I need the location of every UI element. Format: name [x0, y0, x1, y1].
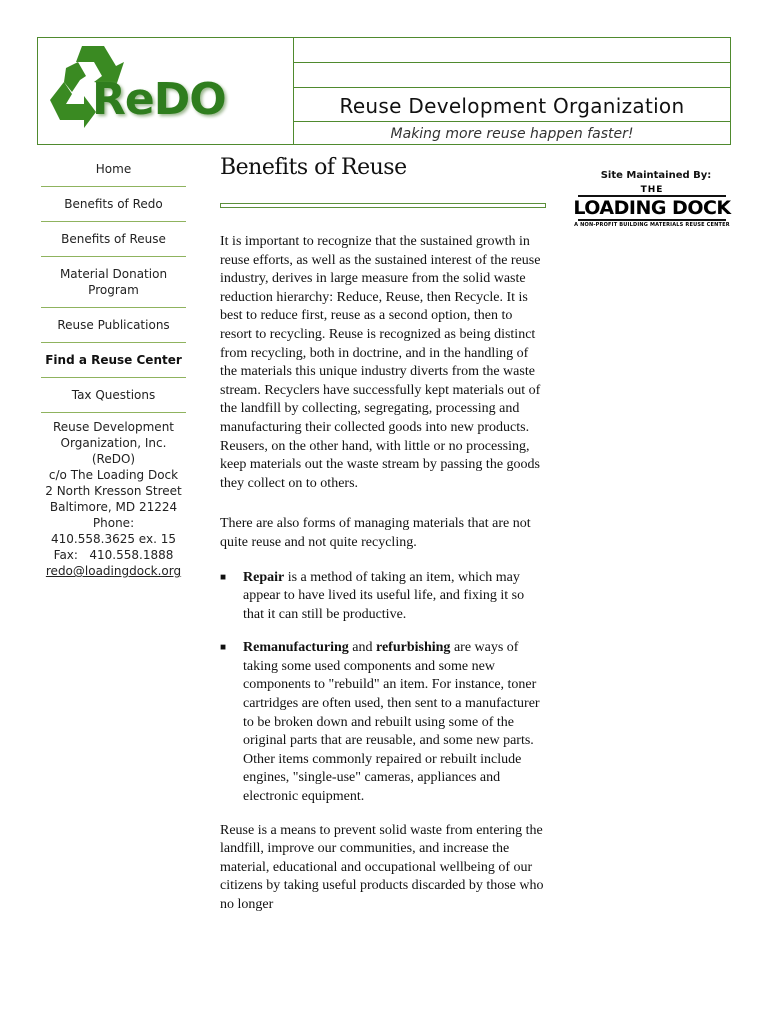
contact-street: 2 North Kresson Street	[45, 484, 182, 498]
sidebar-item-tax-questions[interactable]: Tax Questions	[41, 378, 186, 413]
contact-care-of: c/o The Loading Dock	[48, 468, 179, 482]
page-title: Benefits of Reuse	[220, 155, 407, 180]
sidebar-item-material-donation[interactable]: Material Donation Program	[41, 257, 186, 308]
title-divider	[220, 203, 546, 208]
contact-email-link[interactable]: redo@loadingdock.org	[45, 564, 182, 578]
header-spacer-row	[294, 38, 730, 63]
body-paragraph: Reuse is a means to prevent solid waste from entering the landfill, improve our communities, and increase the material, educational and occupational wellbeing of our citizens by taking useful products discarded by those who no longer	[220, 822, 544, 912]
main-content	[220, 155, 546, 915]
term-remanufacturing: Remanufacturing	[243, 640, 349, 656]
list-item-text: are ways of taking some used components and some new components to "rebuild" an item. For instance, toner cartridges are often used, then sent to a manufacturer to be broken down and rebuilt using some of the original parts that are reusable, and some new parts. Other items commonly repaired or rebuilt include engines, "single-use" cameras, appliances and electronic equipment.	[243, 640, 540, 805]
bullet-square-icon: ■	[220, 642, 227, 654]
body-paragraph: There are also forms of managing materials that are not quite reuse and not quite recycling.	[220, 516, 531, 550]
sidebar-item-find-reuse-center[interactable]: Find a Reuse Center	[41, 343, 186, 378]
contact-phone: 410.558.3625 ex. 15	[51, 532, 176, 546]
loading-dock-badge[interactable]	[573, 170, 731, 228]
list-item-text: and	[348, 640, 376, 656]
list-item-text: is a method of taking an item, which may appear to have lived its useful life, and fixing it so that it can still be productive.	[243, 569, 525, 622]
sidebar-item-benefits-of-redo[interactable]: Benefits of Redo	[41, 187, 186, 222]
body-paragraph: It is important to recognize that the sustained growth in reuse efforts, as well as the sustained interest of the reuse industry, derives in large measure from the solid waste reduction hierarchy: Reduce, Reuse, then Recycle. It is best to reduce first, reuse as a second option, then to resort to recycling. Reuse is recognized as being distinct from recycling, both in doctrine, and in the handling of the materials this unique industry diverts from the waste stream. Recyclers have successfully kept materials out of the landfill by collecting, segregating, processing and manufacturing their collected goods into new products. Reusers, on the other hand, with little or no processing, keep materials out the waste stream by passing the goods they collect on to others.	[220, 234, 541, 491]
list-item	[220, 569, 546, 625]
loading-dock-the: THE	[640, 185, 664, 195]
sidebar-item-benefits-of-reuse[interactable]: Benefits of Reuse	[41, 222, 186, 257]
contact-phone-label: Phone:	[92, 516, 135, 530]
contact-fax: Fax: 410.558.1888	[53, 548, 174, 562]
bullet-square-icon: ■	[220, 571, 227, 583]
term-refurbishing: refurbishing	[376, 640, 451, 656]
tagline: Making more reuse happen faster!	[390, 126, 634, 142]
term-repair: Repair	[243, 569, 285, 585]
bullet-list	[220, 569, 546, 807]
loading-dock-logo-text: LOADING DOCK	[573, 197, 731, 219]
sidebar-item-home[interactable]: Home	[41, 152, 186, 187]
loading-dock-subtitle: A NON-PROFIT BUILDING MATERIALS REUSE CENTER	[574, 222, 730, 228]
logo[interactable]	[38, 38, 294, 144]
site-header	[37, 37, 731, 145]
list-item	[220, 639, 546, 806]
contact-info	[41, 413, 186, 579]
sidebar-nav	[41, 152, 186, 579]
badge-rule	[578, 219, 726, 221]
org-title: Reuse Development Organization	[294, 88, 730, 122]
contact-org-name: Reuse Development Organization, Inc. (ReDO)	[52, 420, 175, 466]
contact-city: Baltimore, MD 21224	[49, 500, 178, 514]
sidebar-item-reuse-publications[interactable]: Reuse Publications	[41, 308, 186, 343]
logo-text: ReDO	[92, 74, 226, 125]
header-spacer-row	[294, 63, 730, 88]
site-maintained-label: Site Maintained By:	[600, 170, 712, 181]
